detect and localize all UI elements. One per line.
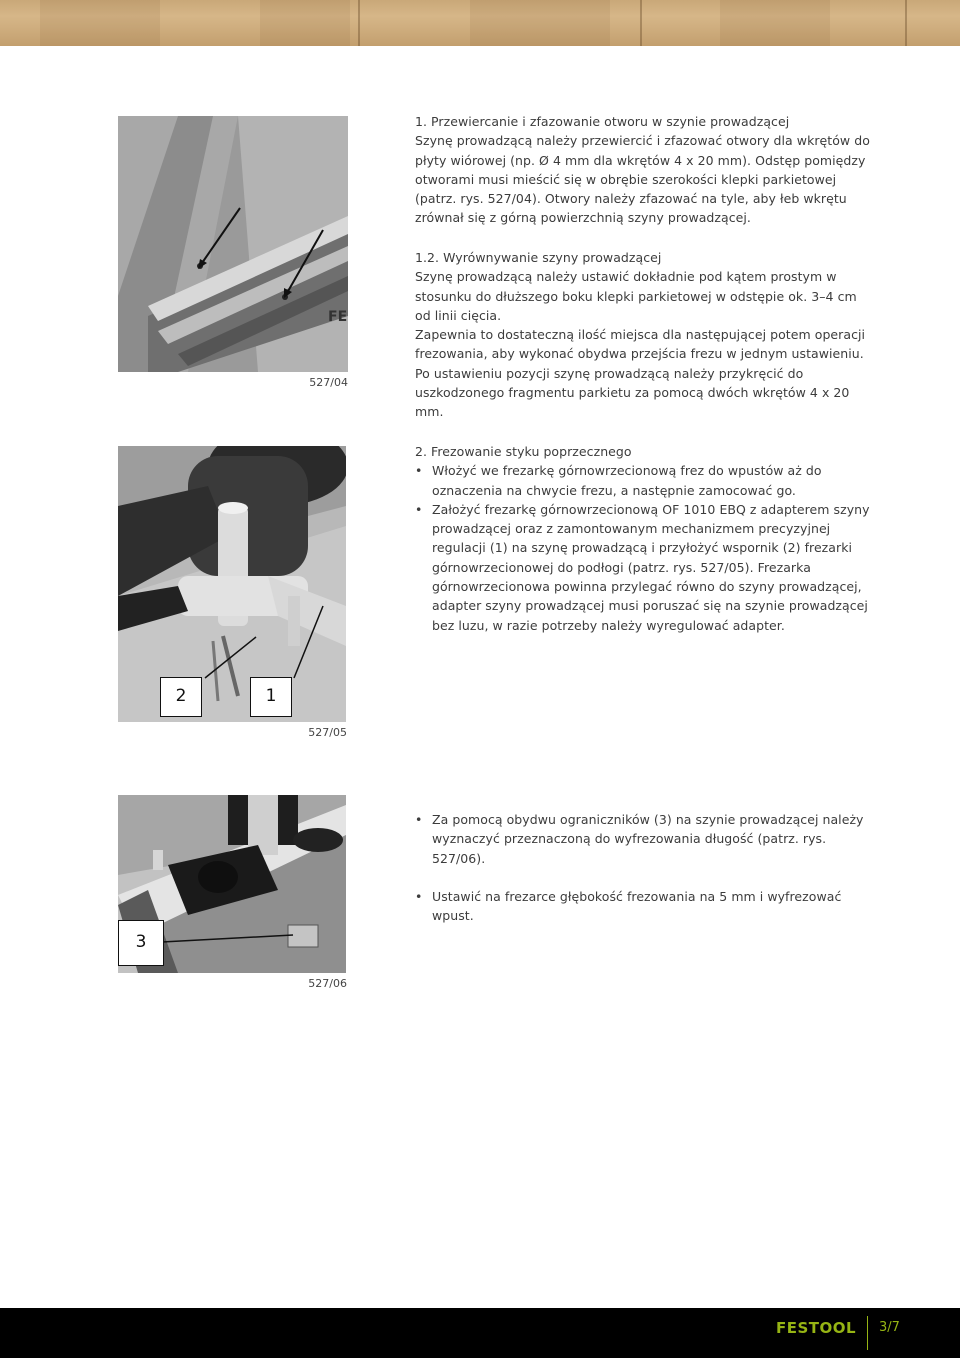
figure-527-05-caption: 527/05 [308,726,347,739]
bullet-glyph: • [415,888,423,904]
bullet-text: Włożyć we frezarkę górnowrzecionową frez do wpustów aż do oznaczenia na chwycie frezu, a następnie zamocować go. [432,463,822,498]
list-item [415,810,875,868]
section-1-2-para-3: Po ustawieniu pozycji szynę prowadzącą należy przykręcić do uszkodzonego fragmentu parkietu za pomocą dwóch wkrętów 4 x 20 mm. [415,365,850,420]
bullet-glyph: • [415,501,423,517]
list-item [415,887,875,926]
section-1-2-text [415,248,870,422]
figure-527-04-caption: 527/04 [309,376,348,389]
festool-logo: FESTOOL [776,1319,857,1337]
bullet-glyph: • [415,463,423,479]
figure-527-06-caption: 527/06 [308,977,347,990]
callout-label-1: 1 [265,686,277,706]
bullet-text: Ustawić na frezarce głębokość frezowania na 5 mm i wyfrezować wpust. [432,888,842,924]
wood-texture-banner [0,0,960,46]
page-footer [0,1308,960,1358]
section-1-body: Szynę prowadzącą należy przewiercić i zfazować otwory dla wkrętów do płyty wiórowej (np. Ø 4 mm dla wkrętów 4 x 20 mm). Odstęp pomiędzy otworami musi mieścić się w obrębie szerokości klepki parkietowej (patrz. rys. 527/04). Otwory należy zfazować na tyle, aby łeb wkrętu zrównał się z górną powierzchnią szyny prowadzącej. [415,133,870,226]
section-2-text [415,442,875,635]
callout-label-2: 2 [175,686,187,706]
bullet-glyph: • [415,812,423,827]
section-2-heading: 2. Frezowanie styku poprzecznego [415,444,632,459]
section-1-2-para-1: Szynę prowadzącą należy ustawić dokładnie pod kątem prostym w stosunku do dłuższego boku klepki parkietowej w odstępie ok. 3–4 cm od linii cięcia. [415,269,857,323]
page-number: 3/7 [879,1320,900,1335]
figure-527-04-arrows [118,116,348,372]
callout-box-2 [160,677,202,717]
callout-label-3: 3 [135,932,147,952]
section-1-2-para-2: Zapewnia to dostateczną ilość miejsca dla następującej potem operacji frezowania, aby wykonać obydwa przejścia frezu w jednym ustawieniu. [415,327,866,362]
footer-divider [867,1316,868,1350]
section-1-text [415,112,870,228]
section-3-bullet-list [415,810,875,925]
bullet-text: Za pomocą obydwu ograniczników (3) na szynie prowadzącej należy wyznaczyć przeznaczoną do wyfrezowania długość (patrz. rys. 527/06). [432,812,864,866]
figure-527-05-leader-lines [118,446,346,722]
callout-box-1 [250,677,292,717]
list-item [415,461,875,500]
bullet-text: Założyć frezarkę górnowrzecionową OF 1010 EBQ z adapterem szyny prowadzącej oraz z zamontowanym mechanizmem precyzyjnej regulacji (1) na szynę prowadzącą i przyłożyć wspornik (2) frezarki górnowrzecionowej do podłogi (patrz. rys. 527/05). Frezarka górnowrzecionowa powinna przylegać równo do szyny prowadzącej, adapter szyny prowadzącej musi poruszać się na szynie prowadzącej bez luzu, w razie potrzeby należy wyregulować adapter. [432,501,870,633]
svg-text:FE: FE [328,309,348,325]
list-item [415,500,875,635]
section-2-bullet-list [415,461,875,635]
section-1-2-heading: 1.2. Wyrównywanie szyny prowadzącej [415,250,662,265]
section-3-text [415,810,875,925]
callout-box-3 [118,920,164,966]
section-1-heading: 1. Przewiercanie i zfazowanie otworu w szynie prowadzącej [415,114,790,129]
